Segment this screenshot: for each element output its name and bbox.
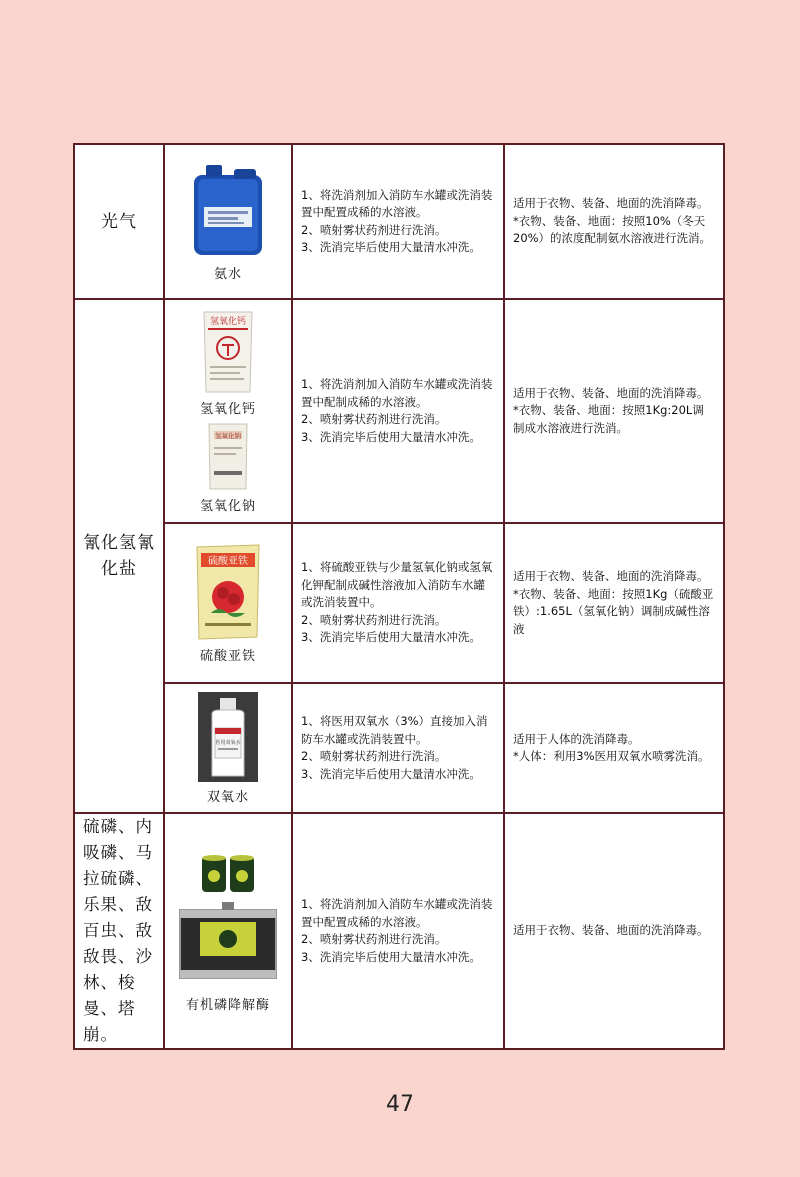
agent-name: 硫磷、内吸磷、马拉硫磷、乐果、敌百虫、敌敌畏、沙林、梭曼、塔崩。: [83, 817, 153, 1044]
table-row: [74, 813, 724, 1049]
calcium-hydroxide-bag-image: [200, 308, 256, 394]
product-label: 氢氧化钠: [199, 499, 256, 514]
scope-cell: [504, 813, 724, 1049]
bag-text: 硫酸亚铁: [208, 555, 248, 567]
product-label: 硫酸亚铁: [199, 648, 256, 664]
scope-cell: [504, 683, 724, 813]
agent-name: 光气: [101, 211, 137, 232]
scope-line: *人体：利用3%医用双氧水喷雾洗消。: [513, 749, 710, 763]
method-step: 3、洗消完毕后使用大量清水冲洗。: [301, 630, 481, 645]
sodium-hydroxide-bag-image: [206, 421, 250, 491]
method-step: 1、将洗消剂加入消防车水罐或洗消装置中配置成稀的水溶液。: [301, 187, 493, 219]
product-label: 有机磷降解酶: [185, 997, 270, 1013]
agent-cell: [74, 299, 164, 813]
scope-cell: [504, 523, 724, 683]
scope-line: 适用于衣物、装备、地面的洗消降毒。: [513, 385, 709, 400]
bag-text: 氢氧化钙: [209, 317, 247, 327]
method-step: 1、将洗消剂加入消防车水罐或洗消装置中配制成稀的水溶液。: [301, 377, 493, 409]
method-step: 3、洗消完毕后使用大量清水冲洗。: [301, 429, 481, 444]
ferrous-sulfate-bag-image: [193, 543, 263, 641]
agent-cell: [74, 144, 164, 299]
method-step: 2、喷射雾状药剂进行洗消。: [301, 932, 447, 946]
method-step: 2、喷射雾状药剂进行洗消。: [301, 412, 447, 426]
method-step: 2、喷射雾状药剂进行洗消。: [301, 612, 447, 627]
product-label: 双氧水: [206, 789, 249, 805]
scope-line: 适用于衣物、装备、地面的洗消降毒。: [513, 196, 709, 211]
scope-line: 适用于衣物、装备、地面的洗消降毒。: [513, 569, 709, 583]
scope-line: *衣物、装备、地面：按照1Kg（硫酸亚铁）:1.65L（氢氧化钠）调制成碱性溶液: [513, 586, 714, 636]
product-cell: [164, 523, 292, 683]
table-row: [74, 683, 724, 813]
scope-cell: [504, 299, 724, 523]
agent-cell: [74, 813, 164, 1049]
method-cell: [292, 813, 504, 1049]
ammonia-jerrycan-image: [188, 161, 268, 259]
product-label: 氢氧化钙: [199, 402, 256, 417]
scope-line: *衣物、装备、地面：按照1Kg:20L调制成水溶液进行洗消。: [513, 403, 704, 435]
method-step: 1、将硫酸亚铁与少量氢氧化钠或氢氧化钾配制成碱性溶液加入消防车水罐或洗消装置中。: [301, 560, 493, 610]
method-step: 3、洗消完毕后使用大量清水冲洗。: [301, 766, 481, 781]
bag-text: 氢氧化钠: [215, 432, 241, 440]
method-step: 3、洗消完毕后使用大量清水冲洗。: [301, 240, 481, 254]
scope-line: 适用于衣物、装备、地面的洗消降毒。: [513, 923, 709, 938]
table-row: [74, 523, 724, 683]
method-step: 3、洗消完毕后使用大量清水冲洗。: [301, 949, 481, 964]
method-step: 1、将洗消剂加入消防车水罐或洗消装置中配置成稀的水溶液。: [301, 897, 493, 929]
scope-cell: [504, 144, 724, 299]
method-step: 2、喷射雾状药剂进行洗消。: [301, 222, 447, 237]
product-cell: [164, 299, 292, 523]
scope-line: *衣物、装备、地面：按照10%（冬天20%）的浓度配制氨水溶液进行洗消。: [513, 213, 712, 246]
method-step: 2、喷射雾状药剂进行洗消。: [301, 749, 447, 763]
bottle-text: 医用双氧水: [215, 739, 241, 746]
table-row: [74, 299, 724, 523]
decontamination-table: [73, 143, 725, 1050]
product-cell: [164, 683, 292, 813]
product-cell: [164, 144, 292, 299]
organophosphorus-enzyme-kit-image: [172, 850, 284, 990]
product-label: 氨水: [213, 267, 242, 282]
page-number: 47: [386, 1092, 414, 1117]
hydrogen-peroxide-bottle-image: [198, 692, 258, 782]
method-cell: [292, 144, 504, 299]
method-cell: [292, 523, 504, 683]
table-row: [74, 144, 724, 299]
method-step: 1、将医用双氧水（3%）直接加入消防车水罐或洗消装置中。: [301, 714, 488, 746]
scope-line: 适用于人体的洗消降毒。: [513, 731, 640, 746]
product-cell: [164, 813, 292, 1049]
method-cell: [292, 299, 504, 523]
agent-name: 氰化氢氰化盐: [83, 533, 155, 579]
method-cell: [292, 683, 504, 813]
